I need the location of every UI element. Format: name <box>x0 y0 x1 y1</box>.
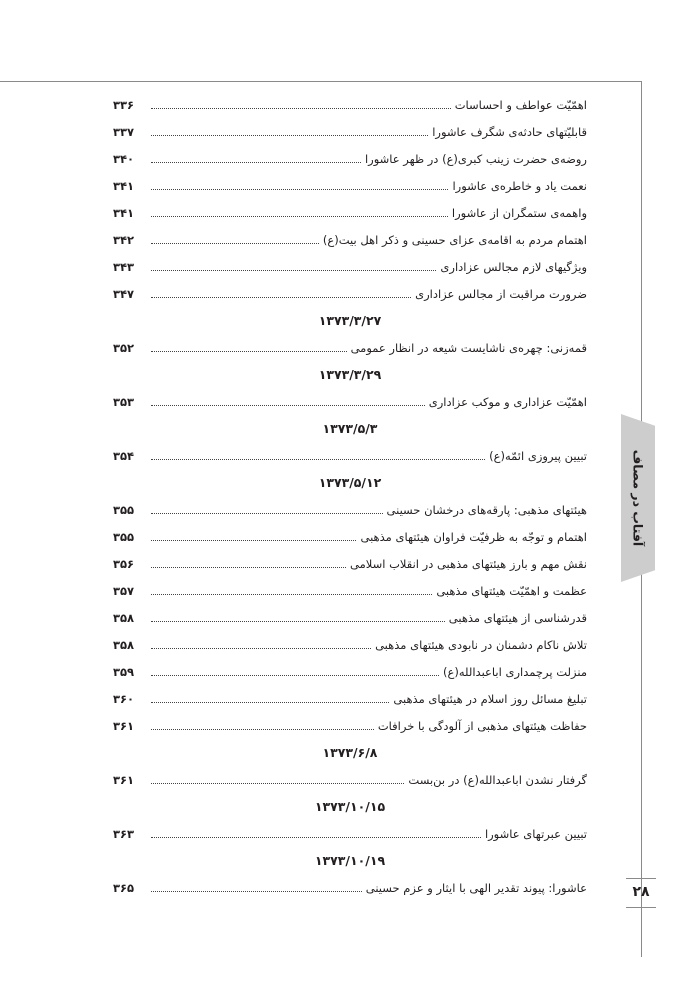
toc-entry-page: ۳۶۱ <box>113 719 135 733</box>
dot-leader <box>151 783 404 784</box>
toc-entry[interactable] <box>113 878 587 898</box>
dot-leader <box>151 135 428 136</box>
toc-entry-page: ۳۴۲ <box>113 233 135 247</box>
toc-entry-page: ۳۵۴ <box>113 449 135 463</box>
toc-entry-title: تبیین پیروزی ائمّه(ع) <box>489 449 587 463</box>
toc-entry-title: عظمت و اهمّیّت هیئتهای مذهبی <box>436 584 587 598</box>
section-date: ۱۳۷۳/۱۰/۱۹ <box>314 853 386 868</box>
toc-entry-page: ۳۶۵ <box>113 881 135 895</box>
section-date: ۱۳۷۳/۳/۲۷ <box>318 313 382 328</box>
dot-leader <box>151 189 448 190</box>
dot-leader <box>151 108 451 109</box>
toc-entry-page: ۳۴۱ <box>113 206 135 220</box>
toc-entry-title: ویژگیهای لازم مجالس عزاداری <box>440 260 587 274</box>
dot-leader <box>151 891 362 892</box>
toc-entry-title: اهتمام و توجّه به ظرفیّت فراوان هیئتهای مذهبی <box>360 530 587 544</box>
section-date: ۱۳۷۳/۵/۳ <box>322 421 378 436</box>
toc-entry-page: ۳۴۱ <box>113 179 135 193</box>
dot-leader <box>151 297 411 298</box>
toc-entry-title: اهمّیّت عواطف و احساسات <box>454 98 587 112</box>
toc-entry[interactable] <box>113 635 587 655</box>
dot-leader <box>151 675 439 676</box>
toc-entry-title: منزلت پرچمداری اباعبدالله(ع) <box>443 665 587 679</box>
toc-entry-title: حفاظت هیئتهای مذهبی از آلودگی با خرافات <box>377 719 587 733</box>
toc-entry[interactable] <box>113 716 587 736</box>
dot-leader <box>151 594 432 595</box>
dot-leader <box>151 540 356 541</box>
dot-leader <box>151 648 371 649</box>
dot-leader <box>151 405 425 406</box>
section-date: ۱۳۷۳/۳/۲۹ <box>318 367 382 382</box>
dot-leader <box>151 270 436 271</box>
toc-entry-page: ۳۶۰ <box>113 692 135 706</box>
toc-entry-page: ۳۵۹ <box>113 665 135 679</box>
toc-entry[interactable] <box>113 284 587 304</box>
toc-entry[interactable] <box>113 392 587 412</box>
dot-leader <box>151 162 361 163</box>
toc-entry-page: ۳۶۳ <box>113 827 135 841</box>
toc-entry[interactable] <box>113 770 587 790</box>
toc-entry-title: تلاش ناکام دشمنان در نابودی هیئتهای مذهبی <box>375 638 587 652</box>
toc-entry[interactable] <box>113 95 587 115</box>
toc-entry-page: ۳۵۸ <box>113 611 135 625</box>
dot-leader <box>151 621 445 622</box>
toc-entry-title: عاشورا: پیوند تقدیر الهی با ایثار و عزم حسینی <box>365 881 587 895</box>
toc-entry-page: ۳۴۰ <box>113 152 135 166</box>
dot-leader <box>151 513 383 514</box>
toc-entry-title: گرفتار نشدن اباعبدالله(ع) در بن‌بست <box>408 773 587 787</box>
toc-entry-title: ضرورت مراقبت از مجالس عزاداری <box>415 287 587 301</box>
page-number: ۲۸ <box>626 878 656 908</box>
section-date: ۱۳۷۳/۱۰/۱۵ <box>314 799 386 814</box>
toc-entry[interactable] <box>113 446 587 466</box>
toc-entry-page: ۳۵۳ <box>113 395 135 409</box>
toc-entry-title: قدرشناسی از هیئتهای مذهبی <box>448 611 587 625</box>
toc-entry-title: اهمّیّت عزاداری و موکب عزاداری <box>428 395 587 409</box>
dot-leader <box>151 567 346 568</box>
toc-entry-title: تبیین عبرتهای عاشورا <box>484 827 587 841</box>
dot-leader <box>151 243 319 244</box>
dot-leader <box>151 351 347 352</box>
toc-entry-page: ۳۵۲ <box>113 341 135 355</box>
toc-entry-title: قمه‌زنی: چهره‌ی ناشایست شیعه در انظار عمومی <box>350 341 587 355</box>
toc-entry-page: ۳۵۷ <box>113 584 135 598</box>
toc-entry[interactable] <box>113 149 587 169</box>
toc-entry[interactable] <box>113 122 587 142</box>
dot-leader <box>151 729 374 730</box>
toc-entry-page: ۳۳۷ <box>113 125 135 139</box>
dot-leader <box>151 459 485 460</box>
toc-entry-page: ۳۳۶ <box>113 98 135 112</box>
section-date: ۱۳۷۳/۶/۸ <box>322 745 378 760</box>
toc-entry[interactable] <box>113 176 587 196</box>
toc-entry[interactable] <box>113 824 587 844</box>
toc-entry[interactable] <box>113 662 587 682</box>
toc-entry-title: نعمت یاد و خاطره‌ی عاشورا <box>452 179 587 193</box>
toc-entry-page: ۳۵۶ <box>113 557 135 571</box>
toc-entry-page: ۳۴۳ <box>113 260 135 274</box>
toc-entry-page: ۳۵۸ <box>113 638 135 652</box>
toc-entry-page: ۳۶۱ <box>113 773 135 787</box>
toc-entry-title: روضه‌ی حضرت زینب کبری(ع) در ظهر عاشورا <box>364 152 587 166</box>
toc-entry[interactable] <box>113 581 587 601</box>
book-title-tab-label: آفتاب در مصاف <box>630 449 646 547</box>
toc-entry[interactable] <box>113 338 587 358</box>
toc-entry[interactable] <box>113 500 587 520</box>
toc-entry[interactable] <box>113 203 587 223</box>
section-date: ۱۳۷۳/۵/۱۲ <box>318 475 382 490</box>
toc-entry[interactable] <box>113 230 587 250</box>
toc-entry[interactable] <box>113 689 587 709</box>
dot-leader <box>151 216 448 217</box>
toc-entry[interactable] <box>113 608 587 628</box>
toc-entry-title: قابلیّتهای حادثه‌ی شگرف عاشورا <box>432 125 587 139</box>
toc-entry-title: اهتمام مردم به اقامه‌ی عزای حسینی و ذکر اهل بیت(ع) <box>322 233 587 247</box>
toc-entry-title: تبلیغ مسائل روز اسلام در هیئتهای مذهبی <box>393 692 587 706</box>
toc-entry-title: نقش مهم و بارز هیئتهای مذهبی در انقلاب اسلامی <box>349 557 587 571</box>
toc-entry-page: ۳۵۵ <box>113 503 135 517</box>
toc-entry[interactable] <box>113 554 587 574</box>
toc-entry-page: ۳۵۵ <box>113 530 135 544</box>
toc-entry[interactable] <box>113 527 587 547</box>
dot-leader <box>151 837 481 838</box>
toc-entry[interactable] <box>113 257 587 277</box>
toc-entry-page: ۳۴۷ <box>113 287 135 301</box>
dot-leader <box>151 702 389 703</box>
toc-entry-title: واهمه‌ی ستمگران از عاشورا <box>451 206 587 220</box>
toc-entry-title: هیئتهای مذهبی: پارقه‌های درخشان حسینی <box>386 503 587 517</box>
